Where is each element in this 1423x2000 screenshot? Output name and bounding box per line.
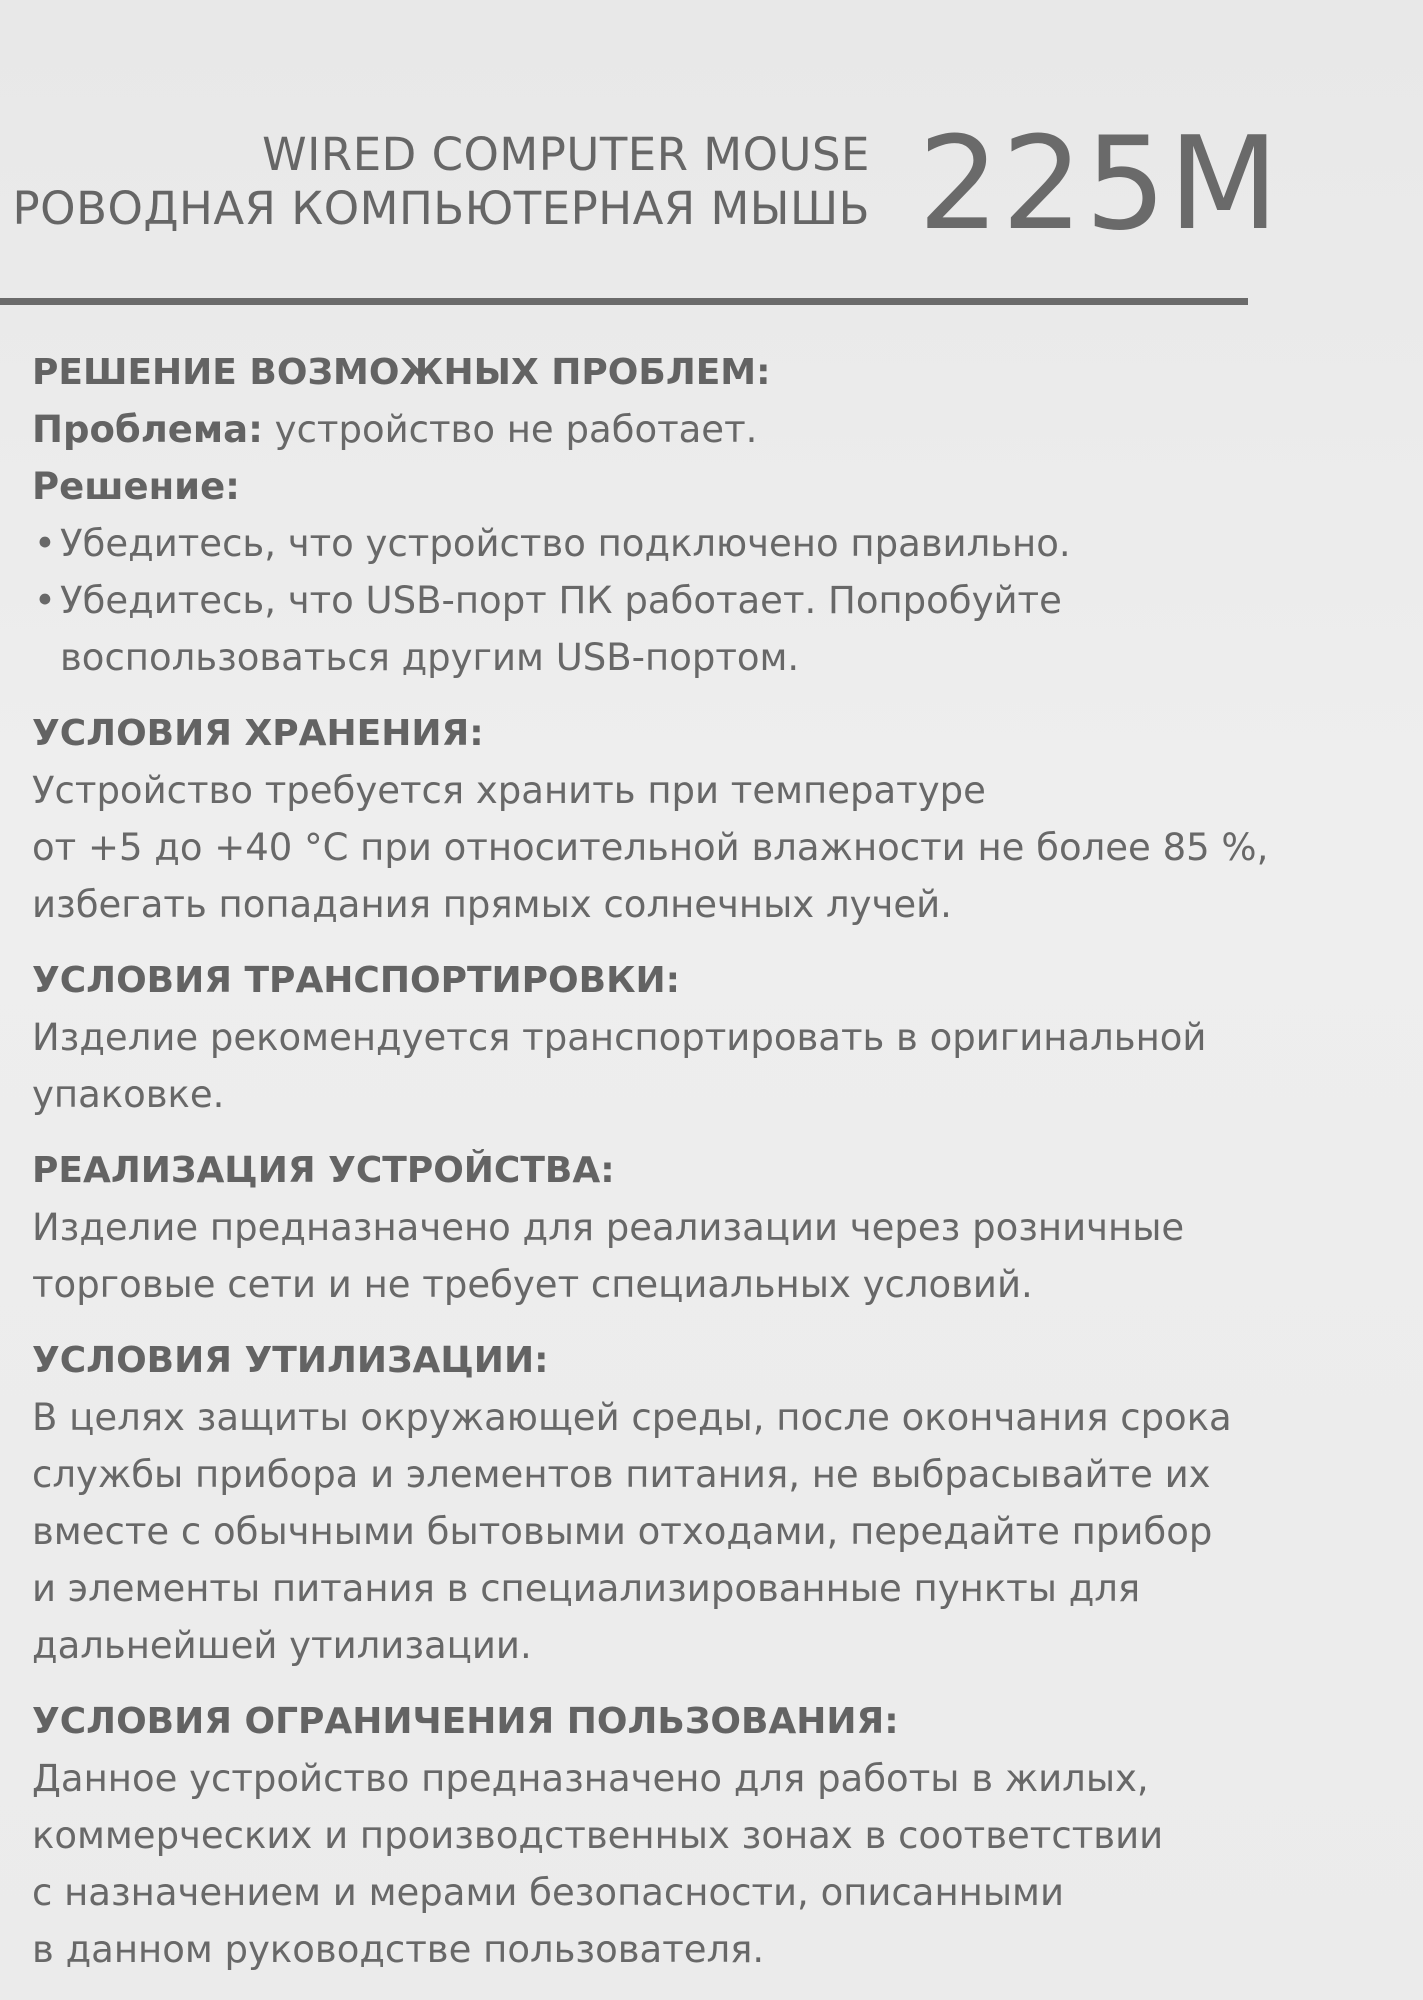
header-divider xyxy=(0,298,1248,305)
solution-label: Решение: xyxy=(32,465,240,508)
text-line: торговые сети и не требует специальных условий. xyxy=(32,1263,1033,1306)
text-line: избегать попадания прямых солнечных лучей. xyxy=(32,883,952,926)
section-heading: РЕШЕНИЕ ВОЗМОЖНЫХ ПРОБЛЕМ: xyxy=(32,352,771,393)
section-text xyxy=(32,762,1269,933)
list-item-text: Убедитесь, что устройство подключено правильно. xyxy=(60,522,1071,565)
list-item-text: Убедитесь, что USB-порт ПК работает. Попробуйте xyxy=(60,579,1062,622)
section-text xyxy=(32,1009,1242,1123)
text-line: коммерческих и производственных зонах в соответствии xyxy=(32,1814,1164,1857)
text-line: дальнейшей утилизации. xyxy=(32,1624,532,1667)
text-line: Изделие рекомендуется транспортировать в оригинальной xyxy=(32,1016,1207,1059)
text-line: вместе с обычными бытовыми отходами, передайте прибор xyxy=(32,1510,1213,1553)
bullet-icon: • xyxy=(34,579,56,622)
section-text xyxy=(32,1199,1242,1313)
section-text xyxy=(32,1750,1242,1978)
section-transport xyxy=(32,953,1242,1123)
text-line: службы прибора и элементов питания, не выбрасывайте их xyxy=(32,1453,1211,1496)
manual-content xyxy=(32,345,1269,1978)
text-line: Изделие предназначено для реализации через розничные xyxy=(32,1206,1185,1249)
section-heading: УСЛОВИЯ ХРАНЕНИЯ: xyxy=(32,713,484,754)
section-storage xyxy=(32,706,1269,933)
section-heading: УСЛОВИЯ УТИЛИЗАЦИИ: xyxy=(32,1340,549,1381)
title-russian: РОВОДНАЯ КОМПЬЮТЕРНАЯ МЫШЬ xyxy=(12,182,870,235)
text-line: от +5 до +40 °C при относительной влажности не более 85 %, xyxy=(32,826,1269,869)
problem-label: Проблема: xyxy=(32,408,263,451)
text-line: с назначением и мерами безопасности, описанными xyxy=(32,1871,1065,1914)
section-heading: РЕАЛИЗАЦИЯ УСТРОЙСТВА: xyxy=(32,1150,615,1191)
text-line: и элементы питания в специализированные пункты для xyxy=(32,1567,1141,1610)
list-item xyxy=(32,572,1242,686)
problem-line xyxy=(32,401,1242,458)
section-text xyxy=(32,1389,1242,1674)
section-troubleshooting xyxy=(32,345,1242,686)
text-line: в данном руководстве пользователя. xyxy=(32,1928,765,1971)
model-number: 225M xyxy=(918,110,1281,259)
section-heading: УСЛОВИЯ ОГРАНИЧЕНИЯ ПОЛЬЗОВАНИЯ: xyxy=(32,1701,899,1742)
problem-text: устройство не работает. xyxy=(262,408,758,451)
section-heading: УСЛОВИЯ ТРАНСПОРТИРОВКИ: xyxy=(32,960,681,1001)
title-english: WIRED COMPUTER MOUSE xyxy=(262,128,870,181)
section-sales xyxy=(32,1143,1242,1313)
text-line: В целях защиты окружающей среды, после окончания срока xyxy=(32,1396,1232,1439)
header-titles xyxy=(0,126,870,246)
list-item xyxy=(32,515,1242,572)
list-item-text: воспользоваться другим USB-портом. xyxy=(60,636,800,679)
text-line: Данное устройство предназначено для работы в жилых, xyxy=(32,1757,1149,1800)
section-disposal xyxy=(32,1333,1242,1674)
text-line: Устройство требуется хранить при температуре xyxy=(32,769,986,812)
bullet-icon: • xyxy=(34,522,56,565)
section-usage xyxy=(32,1694,1242,1978)
text-line: упаковке. xyxy=(32,1073,225,1116)
solution-list xyxy=(32,515,1242,686)
